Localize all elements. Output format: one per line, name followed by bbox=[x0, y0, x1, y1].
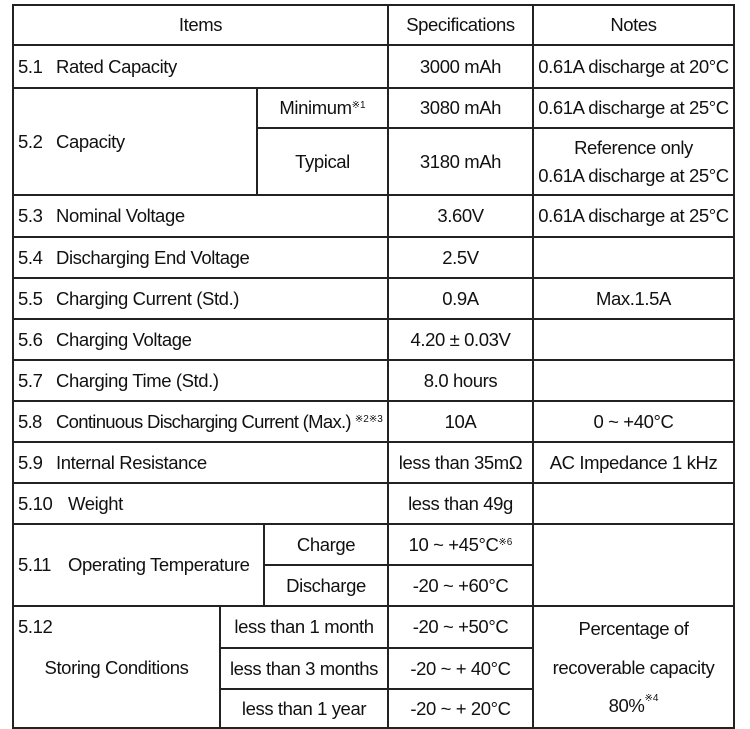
item-number: 5.7 bbox=[18, 369, 43, 391]
spec-value: 3180 mAh bbox=[419, 150, 502, 172]
note-value bbox=[534, 129, 733, 194]
spec-value: -20 ~ + 20°C bbox=[410, 697, 511, 719]
sub-label: less than 1 month bbox=[234, 616, 374, 638]
row-label bbox=[14, 89, 260, 194]
sub-label: Charge bbox=[296, 533, 356, 555]
spec-value: 8.0 hours bbox=[423, 369, 498, 391]
item-number: 5.1 bbox=[18, 55, 43, 77]
item-number: 5.11 bbox=[18, 554, 52, 576]
row-label bbox=[14, 361, 391, 400]
row-label bbox=[14, 525, 267, 605]
item-name: Storing Conditions bbox=[44, 656, 189, 678]
sub-label-text: Minimum bbox=[279, 97, 352, 119]
note-value: 0.61A discharge at 25°C bbox=[538, 97, 729, 119]
item-name: Continuous Discharging Current (Max.) bbox=[56, 410, 351, 432]
spec-value-text: 10 ~ +45°C bbox=[408, 533, 499, 555]
sub-label: less than 1 year bbox=[241, 697, 367, 719]
row-label bbox=[14, 46, 391, 87]
item-name: Capacity bbox=[56, 130, 125, 152]
spec-value: less than 35mΩ bbox=[398, 451, 523, 473]
sub-label: Typical bbox=[295, 150, 350, 172]
spec-value: 3.60V bbox=[437, 205, 484, 227]
item-name: Discharging End Voltage bbox=[56, 246, 250, 268]
item-number: 5.9 bbox=[18, 451, 43, 473]
sub-label: less than 3 months bbox=[229, 657, 379, 679]
note-value: 0 ~ +40°C bbox=[593, 410, 674, 432]
footnote-mark: ※1 bbox=[351, 100, 366, 112]
item-name: Charging Voltage bbox=[56, 328, 192, 350]
row-label bbox=[14, 320, 391, 359]
row-label bbox=[14, 238, 391, 277]
item-name: Weight bbox=[68, 492, 123, 514]
item-number: 5.3 bbox=[18, 205, 43, 227]
spec-value: -20 ~ +50°C bbox=[412, 616, 509, 638]
row-label bbox=[14, 402, 391, 441]
note-line bbox=[608, 692, 659, 716]
spec-value bbox=[389, 525, 532, 564]
note-value: 0.61A discharge at 20°C bbox=[538, 55, 729, 77]
spec-value: -20 ~ +60°C bbox=[412, 574, 509, 596]
item-name: Nominal Voltage bbox=[56, 205, 185, 227]
spec-value: less than 49g bbox=[408, 492, 513, 514]
note-value: AC Impedance 1 kHz bbox=[549, 451, 718, 473]
row-label bbox=[14, 443, 391, 482]
note-value bbox=[534, 607, 733, 727]
item-number: 5.8 bbox=[18, 410, 42, 432]
spec-value: 4.20 ± 0.03V bbox=[410, 328, 511, 350]
footnote-mark: ※6 bbox=[498, 536, 513, 548]
note-line: 0.61A discharge at 25°C bbox=[538, 164, 729, 186]
note-value: 0.61A discharge at 25°C bbox=[538, 205, 729, 227]
item-number: 5.10 bbox=[18, 492, 53, 514]
header-notes: Notes bbox=[610, 14, 657, 36]
spec-value: 2.5V bbox=[442, 246, 479, 268]
note-value bbox=[534, 320, 733, 359]
spec-value: 10A bbox=[444, 410, 477, 432]
sub-label bbox=[258, 89, 387, 127]
note-value bbox=[534, 361, 733, 400]
item-name: Charging Current (Std.) bbox=[56, 287, 240, 309]
note-line: Percentage of bbox=[578, 618, 689, 640]
note-line: Reference only bbox=[574, 137, 693, 159]
row-label bbox=[14, 484, 391, 523]
item-number: 5.4 bbox=[18, 246, 43, 268]
note-value bbox=[534, 238, 733, 277]
item-number: 5.5 bbox=[18, 287, 43, 309]
item-number: 5.6 bbox=[18, 328, 43, 350]
footnote-mark: ※2※3 bbox=[354, 413, 383, 425]
item-number: 5.12 bbox=[18, 616, 53, 638]
row-label bbox=[14, 196, 391, 236]
spec-value: 3000 mAh bbox=[419, 55, 502, 77]
spec-value: 0.9A bbox=[442, 287, 479, 309]
spec-value: 3080 mAh bbox=[419, 97, 502, 119]
note-value: Max.1.5A bbox=[596, 287, 671, 309]
note-value bbox=[534, 484, 733, 523]
item-name: Operating Temperature bbox=[68, 554, 250, 576]
rule bbox=[733, 4, 735, 729]
item-name: Internal Resistance bbox=[56, 451, 207, 473]
row-label bbox=[14, 279, 391, 318]
note-line: recoverable capacity bbox=[552, 657, 715, 679]
note-line-text: 80% bbox=[608, 694, 645, 716]
spec-value: -20 ~ + 40°C bbox=[410, 657, 511, 679]
footnote-mark: ※4 bbox=[644, 692, 659, 704]
note-value bbox=[534, 525, 733, 605]
item-number: 5.2 bbox=[18, 130, 43, 152]
item-name: Charging Time (Std.) bbox=[56, 369, 219, 391]
header-items: Items bbox=[178, 14, 223, 36]
header-specifications: Specifications bbox=[406, 14, 515, 36]
sub-label: Discharge bbox=[286, 574, 366, 596]
item-name: Rated Capacity bbox=[56, 55, 177, 77]
